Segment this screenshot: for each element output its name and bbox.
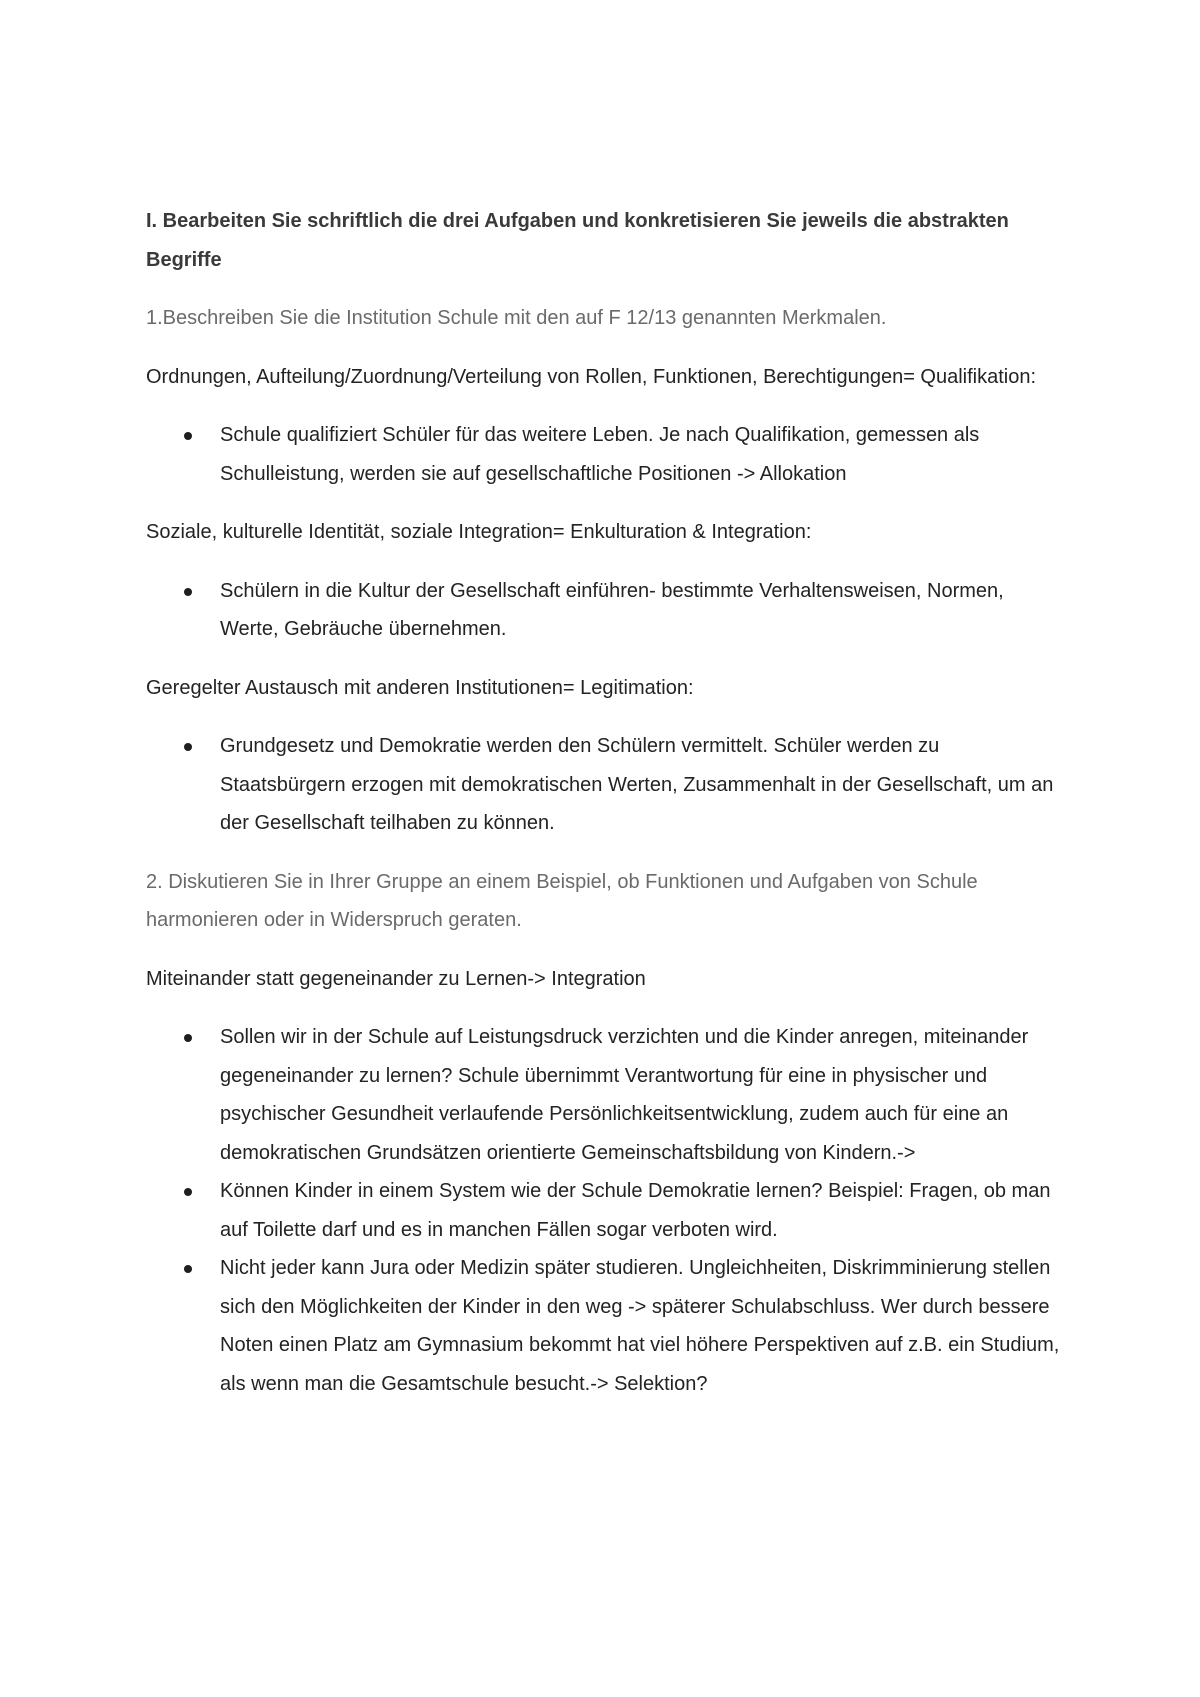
list-item-text: Schule qualifiziert Schüler für das weitere Leben. Je nach Qualifikation, gemessen als Schulleistung, werden sie auf gesellschaftliche Positionen -> Allokation <box>220 424 980 485</box>
section-label-legitimation: Geregelter Austausch mit anderen Institutionen= Legitimation: <box>146 676 694 699</box>
bullet-icon <box>184 1188 192 1196</box>
section-label-enkulturation: Soziale, kulturelle Identität, soziale Integration= Enkulturation & Integration: <box>146 521 812 543</box>
bullet-icon <box>184 1034 192 1042</box>
list-item <box>220 572 1066 649</box>
list-item <box>220 727 1066 843</box>
list-item-text: Sollen wir in der Schule auf Leistungsdruck verzichten und die Kinder anregen, miteinander gegeneinander zu lernen? Schule übernimmt Verantwortung für eine in physischer und psychischer Gesundheit verlaufende Persönlichkeitsentwicklung, zudem auch für eine an demokratischen Grundsätzen orientierte Gemeinschaftsbildung von Kindern.-> <box>220 1026 1029 1164</box>
bullet-icon <box>184 743 192 751</box>
list-item-text: Können Kinder in einem System wie der Schule Demokratie lernen? Beispiel: Fragen, ob man auf Toilette darf und es in manchen Fällen sogar verboten wird. <box>220 1180 1051 1241</box>
bullet-icon <box>184 1265 192 1273</box>
list-item-text: Grundgesetz und Demokratie werden den Schülern vermittelt. Schüler werden zu Staatsbürgern erzogen mit demokratischen Werten, Zusammenhalt in der Gesellschaft, um an der Gesellschaft teilhaben zu können. <box>220 735 1054 834</box>
bullet-list-enkulturation <box>146 572 1066 649</box>
list-item <box>220 1249 1066 1403</box>
section-label-integration: Miteinander statt gegeneinander zu Lernen-> Integration <box>146 967 646 990</box>
list-item-text: Schülern in die Kultur der Gesellschaft einführen- bestimmte Verhaltensweisen, Normen, Werte, Gebräuche übernehmen. <box>220 579 1004 640</box>
list-item <box>220 1172 1066 1249</box>
bullet-icon <box>184 588 192 596</box>
bullet-icon <box>184 432 192 440</box>
list-item <box>220 1018 1066 1172</box>
section-label-qualifikation: Ordnungen, Aufteilung/Zuordnung/Verteilung von Rollen, Funktionen, Berechtigungen= Qualifikation: <box>146 365 1037 388</box>
task-1-title: 1.Beschreiben Sie die Institution Schule mit den auf F 12/13 genannten Merkmalen. <box>146 307 887 329</box>
bullet-list-qualifikation <box>146 416 1066 493</box>
bullet-list-discussion <box>146 1018 1066 1403</box>
list-item-text: Nicht jeder kann Jura oder Medizin später studieren. Ungleichheiten, Diskrimminierung stellen sich den Möglichkeiten der Kinder in den weg -> späterer Schulabschluss. Wer durch bessere Noten einen Platz am Gymnasium bekommt hat viel höhere Perspektiven auf z.B. ein Studium, als wenn man die Gesamtschule besucht.-> Selektion? <box>220 1257 1060 1395</box>
assignment-heading: I. Bearbeiten Sie schriftlich die drei Aufgaben und konkretisieren Sie jeweils die abstrakten Begriffe <box>146 210 1009 271</box>
document-page <box>146 202 1066 1423</box>
task-2-title: 2. Diskutieren Sie in Ihrer Gruppe an einem Beispiel, ob Funktionen und Aufgaben von Schule harmonieren oder in Widerspruch geraten. <box>146 870 978 931</box>
list-item <box>220 416 1066 493</box>
bullet-list-legitimation <box>146 727 1066 843</box>
